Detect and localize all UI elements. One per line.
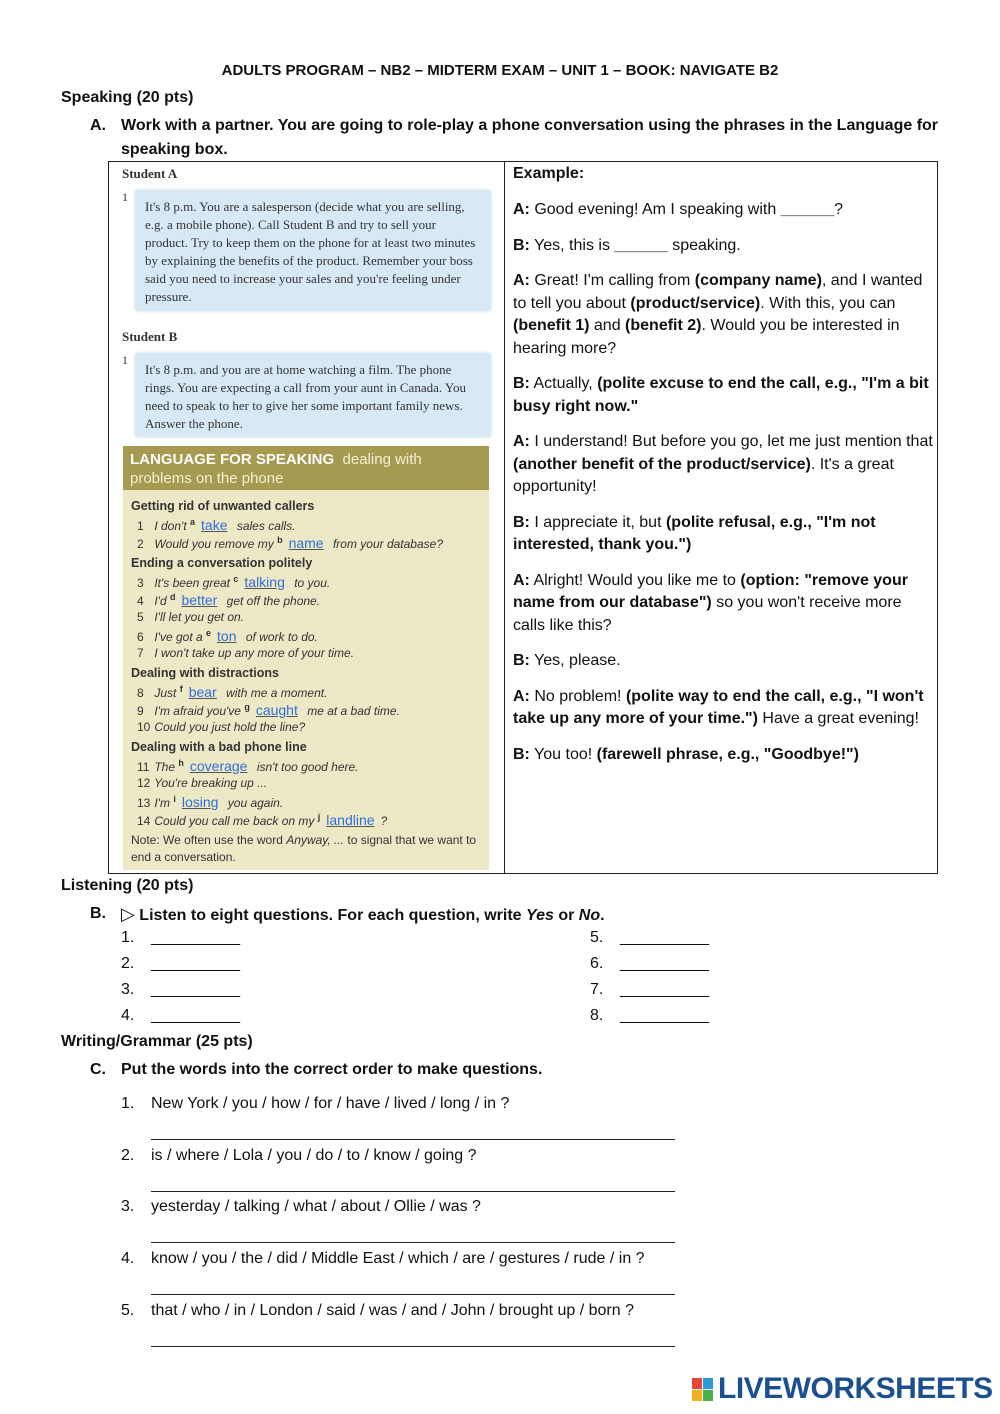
phrase-line: 7 I won't take up any more of your time. (137, 646, 355, 660)
answer-blank[interactable]: __________ (151, 955, 240, 972)
answer-blank[interactable]: __________ (620, 981, 709, 998)
writing-instruction: C. Put the words into the correct order to make questions. (90, 1058, 950, 1082)
answer-fill: name (288, 535, 324, 551)
group-heading: Dealing with distractions (131, 666, 279, 680)
phrase-line: 11 The $^h$ coverage isn't too good here. (137, 758, 359, 774)
dialogue-line: A: Good evening! Am I speaking with ______? (513, 201, 843, 218)
listening-item-1: 1. __________ (121, 929, 240, 946)
phrase-line: 13 I'm $^i$ losing you again. (137, 794, 284, 810)
section-letter-c: C. (90, 1061, 106, 1078)
answer-blank[interactable]: __________ (151, 981, 240, 998)
phrase-line: 3 It's been great $^c$ talking to you. (137, 574, 331, 590)
dialogue-line: B: Yes, please. (513, 652, 621, 669)
speaking-instruction (90, 114, 950, 162)
dialogue-line: A: Great! I'm calling from (company name), and I wanted to tell you about (product/service). With this, you can (benefit 1) and (benefit 2). Would you be interested in hearing more? (513, 272, 923, 357)
answer-fill: coverage (189, 758, 248, 774)
listening-instruction: B. ▷ Listen to eight questions. For each question, write Yes or No. (90, 904, 605, 924)
dialogue-line: B: Actually, (polite excuse to end the call, e.g., "I'm a bit busy right now." (513, 375, 929, 415)
student-a-number: 1 (122, 190, 128, 204)
answer-line-5[interactable] (151, 1345, 675, 1347)
answer-line-4[interactable] (151, 1293, 675, 1295)
phrase-line: 6 I've got a $^e$ ton of work to do. (137, 628, 318, 644)
phrase-line: 4 I'd $^d$ better get off the phone. (137, 592, 321, 608)
table-divider (504, 162, 505, 873)
language-box-subtitle-1: dealing with (342, 451, 422, 468)
speaking-table (108, 161, 938, 874)
answer-line-2[interactable] (151, 1190, 675, 1192)
student-b-card: It's 8 p.m. and you are at home watching a film. The phone rings. You are expecting a call from your aunt in Canada. You need to speak to her to give her some important family news. Answer the phone. (135, 353, 491, 437)
liveworksheets-icon (692, 1378, 714, 1402)
answer-line-1[interactable] (151, 1138, 675, 1140)
group-heading: Ending a conversation politely (131, 556, 313, 570)
speaking-instruction-text: Work with a partner. You are going to role-play a phone conversation using the phrases in the Language for speaking box. (121, 117, 939, 158)
phrase-line: 1 I don't $^a$ take sales calls. (137, 517, 296, 533)
answer-blank[interactable]: __________ (151, 929, 240, 946)
answer-blank[interactable]: __________ (620, 929, 709, 946)
dialogue-line: A: Alright! Would you like me to (option: "remove your name from our database") so you won't receive more calls like this? (513, 571, 908, 634)
language-for-speaking-box (123, 446, 489, 870)
answer-fill: losing (181, 794, 219, 810)
student-b-label: Student B (122, 329, 178, 344)
dialogue-line: B: Yes, this is ______ speaking. (513, 236, 741, 254)
answer-fill: ton (217, 628, 237, 644)
play-icon[interactable]: ▷ (121, 904, 135, 924)
phrase-line: 8 Just $^f$ bear with me a moment. (137, 684, 328, 700)
phrase-line: 2 Would you remove my $^b$ name from your database? (137, 535, 443, 551)
answer-fill: take (201, 517, 228, 533)
language-box-header (123, 446, 489, 490)
section-letter-b: B. (90, 905, 106, 922)
listening-item-3: 3. __________ (121, 981, 240, 998)
group-heading: Getting rid of unwanted callers (131, 499, 315, 513)
answer-fill: caught (255, 702, 298, 718)
answer-blank[interactable]: __________ (620, 1007, 709, 1024)
listening-item-5: 5. __________ (590, 929, 709, 946)
listening-item-6: 6. __________ (590, 955, 709, 972)
answer-blank[interactable]: __________ (151, 1007, 240, 1024)
logo-text: LIVEWORKSHEETS (718, 1372, 993, 1405)
answer-blank[interactable]: __________ (620, 955, 709, 972)
phrase-line: 10 Could you just hold the line? (137, 720, 306, 734)
language-box-title: LANGUAGE FOR SPEAKING (130, 451, 335, 468)
group-heading: Dealing with a bad phone line (131, 740, 307, 754)
listening-item-7: 7. __________ (590, 981, 709, 998)
dialogue-line: A: I understand! But before you go, let me just mention that (another benefit of the product/service). It's a great opportunity! (513, 433, 933, 495)
student-a-label: Student A (122, 166, 178, 181)
listening-heading: Listening (20 pts) (61, 877, 194, 894)
listening-item-4: 4. __________ (121, 1007, 240, 1024)
student-b-number: 1 (122, 353, 128, 367)
answer-fill: bear (188, 684, 217, 700)
dialogue-line: A: No problem! (polite way to end the call, e.g., "I won't take up any more of your time.") Have a great evening! (513, 687, 924, 727)
liveworksheets-logo[interactable] (692, 1372, 993, 1406)
page-title: ADULTS PROGRAM – NB2 – MIDTERM EXAM – UNIT 1 – BOOK: NAVIGATE B2 (221, 62, 779, 79)
phrase-line: 9 I'm afraid you've $^g$ caught me at a bad time. (137, 702, 400, 718)
phrase-line: 12 You're breaking up ... (137, 776, 268, 790)
student-a-card: It's 8 p.m. You are a salesperson (decide what you are selling, e.g. a mobile phone). Call Student B and try to sell your product. Try to keep them on the phone for at least two minutes by explaining the benefits of the product. Remember your boss said you need to increase your sales and you're feeling under pressure. (135, 190, 491, 311)
language-box-note: Note: We often use the word Anyway, ... to signal that we want to end a conversation. (131, 833, 477, 864)
phrase-line: 5 I'll let you get on. (137, 610, 245, 624)
example-dialogue (513, 199, 933, 779)
answer-fill: better (181, 592, 218, 608)
language-box-subtitle-2: problems on the phone (130, 470, 284, 487)
listening-item-2: 2. __________ (121, 955, 240, 972)
dialogue-line: B: You too! (farewell phrase, e.g., "Goodbye!") (513, 745, 859, 763)
dialogue-line: B: I appreciate it, but (polite refusal, e.g., "I'm not interested, thank you.") (513, 513, 876, 553)
listening-item-8: 8. __________ (590, 1007, 709, 1024)
answer-fill: landline (326, 812, 375, 828)
answer-fill: talking (244, 574, 285, 590)
writing-heading: Writing/Grammar (25 pts) (61, 1033, 253, 1050)
answer-line-3[interactable] (151, 1241, 675, 1243)
section-letter-a: A. (90, 117, 106, 134)
phrase-line: 14 Could you call me back on my $^j$ landline ? (137, 812, 388, 828)
example-heading: Example: (513, 165, 585, 182)
speaking-heading: Speaking (20 pts) (61, 89, 194, 106)
